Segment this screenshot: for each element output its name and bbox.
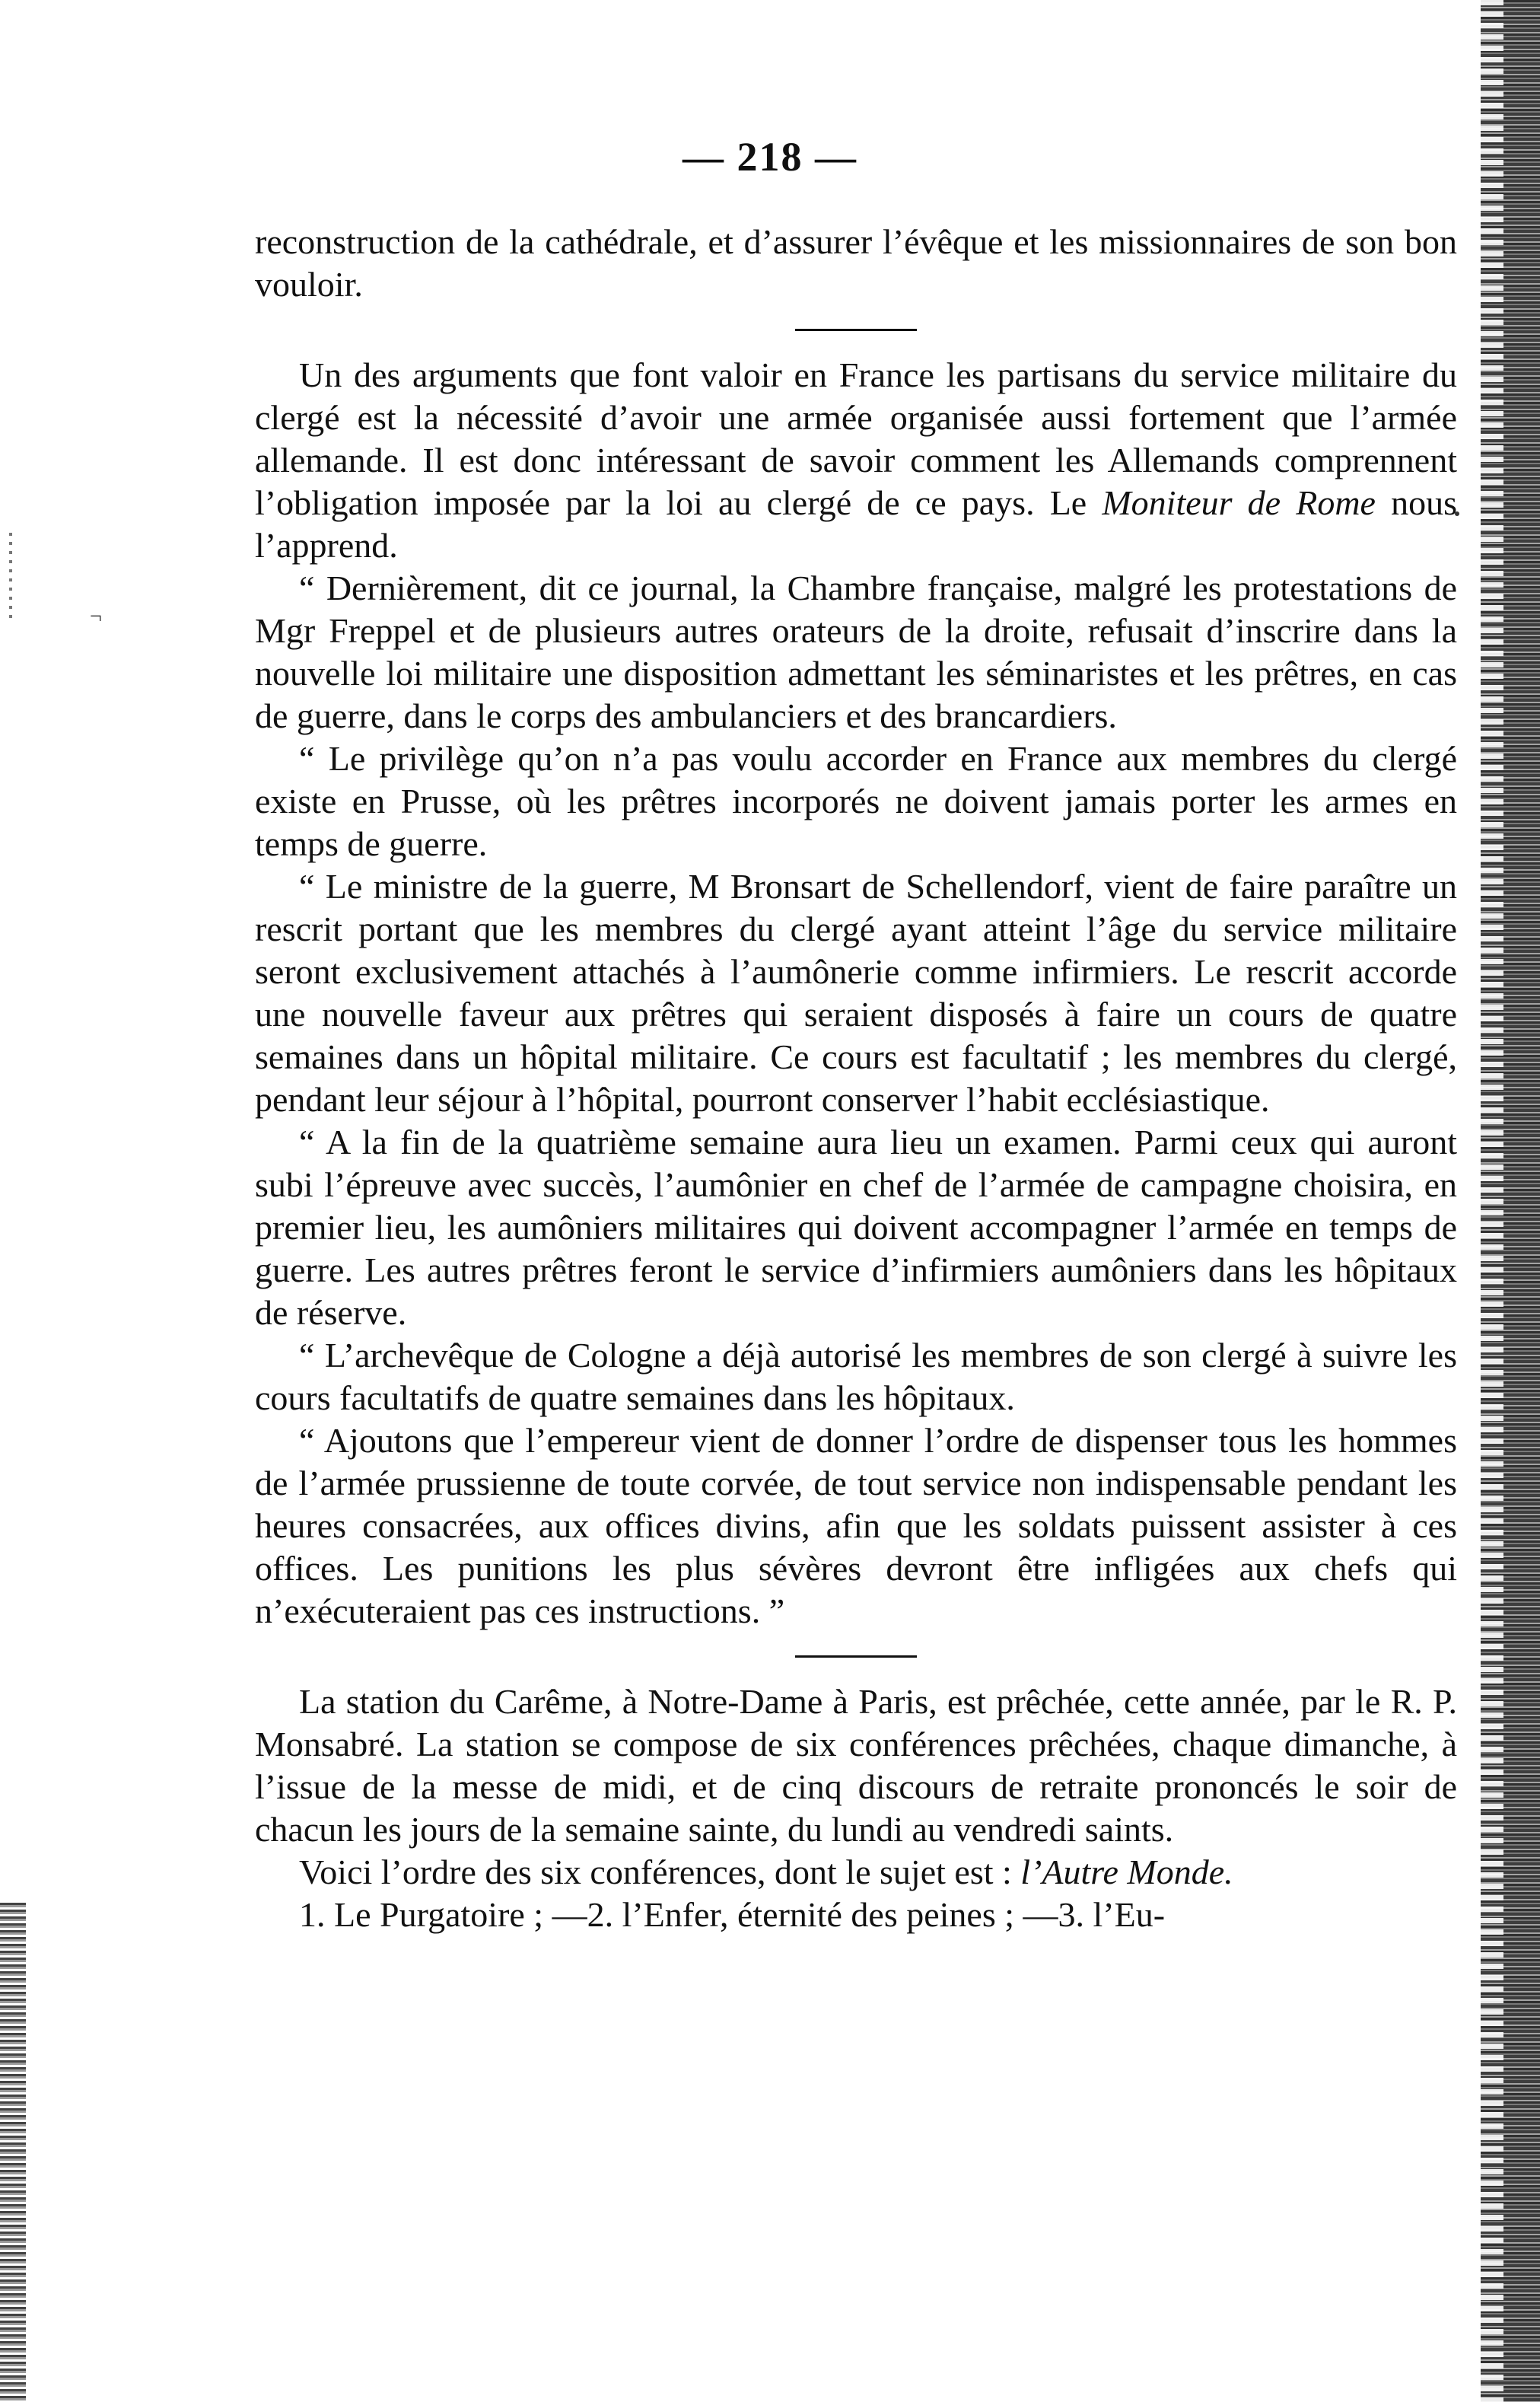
page-edge-scan-artifact-left [0, 1903, 26, 2402]
paragraph-text: Un des arguments que font valoir en France les partisans du service militaire du clergé est la nécessité d’avoir une armée organisée aussi fortement que l’armée allemande. Il est donc intéressant de savoir comment les Allemands comprennent l’obligation imposée par la loi au clergé de ce pays. Le [255, 355, 1457, 522]
scan-dots [9, 533, 12, 624]
conferences-intro-paragraph [255, 1851, 1457, 1894]
quote-paragraph-5: “ L’archevêque de Cologne a déjà autorisé les membres de son clergé à suivre les cours facultatifs de quatre semaines dans les hôpitaux. [255, 1336, 1457, 1417]
quote-paragraph-1: “ Dernièrement, dit ce journal, la Chambre française, malgré les protestations de Mgr Freppel et de plusieurs autres orateurs de la droite, refusait d’inscrire dans la nouvelle loi militaire une disposition admettant les séminaristes et les prêtres, en cas de guerre, dans le corps des ambulanciers et des brancardiers. [255, 569, 1457, 735]
page-number-header: — 218 — [682, 134, 858, 180]
lent-station-paragraph: La station du Carême, à Notre-Dame à Paris, est prêchée, cette année, par le R. P. Monsabré. La station se compose de six conférences prêchées, chaque dimanche, à l’issue de la messe de midi, et de cinq discours de retraite prononcés le soir de chacun les jours de la semaine sainte, du lundi au vendredi saints. [255, 1682, 1457, 1849]
intro-paragraph: reconstruction de la cathédrale, et d’assurer l’évêque et les missionnaires de son bon vouloir. [255, 222, 1457, 304]
paragraph-text-end: nous l’apprend. [255, 483, 1457, 565]
newspaper-title: Moniteur de Rome [1102, 483, 1376, 522]
section-divider [795, 329, 917, 331]
stray-mark: ¬ [90, 605, 102, 629]
section-divider [795, 1655, 917, 1658]
quote-paragraph-6: “ Ajoutons que l’empereur vient de donner l’ordre de dispenser tous les hommes de l’armée prussienne de toute corvée, de tout service non indispensable pendant les heures consacrées, aux offices divins, afin que les soldats puissent assister à ces offices. Les punitions les plus sévères devront être infligées aux chefs qui n’exécuteraient pas ces instructions. ” [255, 1421, 1457, 1630]
clergy-service-paragraph [255, 354, 1457, 567]
page-body [255, 221, 1457, 1936]
conference-list-line: 1. Le Purgatoire ; —2. l’Enfer, éternité des peines ; —3. l’Eu- [299, 1895, 1166, 1934]
quote-paragraph-4: “ A la fin de la quatrième semaine aura lieu un examen. Parmi ceux qui auront subi l’épreuve avec succès, l’aumônier en chef de l’armée de campagne choisira, en premier lieu, les aumôniers militaires qui doivent accompagner l’armée en temps de guerre. Les autres prêtres feront le service d’infirmiers aumôniers dans les hôpitaux de réserve. [255, 1123, 1457, 1332]
quote-paragraph-2: “ Le privilège qu’on n’a pas voulu accorder en France aux membres du clergé existe en Prusse, où les prêtres incorporés ne doivent jamais porter les armes en temps de guerre. [255, 739, 1457, 863]
conference-subject: l’Autre Monde. [1020, 1852, 1233, 1891]
page-edge-scan-artifact [1481, 0, 1540, 2402]
quote-paragraph-3: “ Le ministre de la guerre, M Bronsart de Schellendorf, vient de faire paraître un rescrit portant que les membres du clergé ayant atteint l’âge du service militaire seront exclusivement attachés à l’aumônerie comme infirmiers. Le rescrit accorde une nouvelle faveur aux prêtres qui seraient disposés à faire un cours de quatre semaines dans un hôpital militaire. Ce cours est facultatif ; les membres du clergé, pendant leur séjour à l’hôpital, pourront conserver l’habit ecclésiastique. [255, 867, 1457, 1119]
paragraph-text: Voici l’ordre des six conférences, dont le sujet est : [299, 1852, 1021, 1891]
